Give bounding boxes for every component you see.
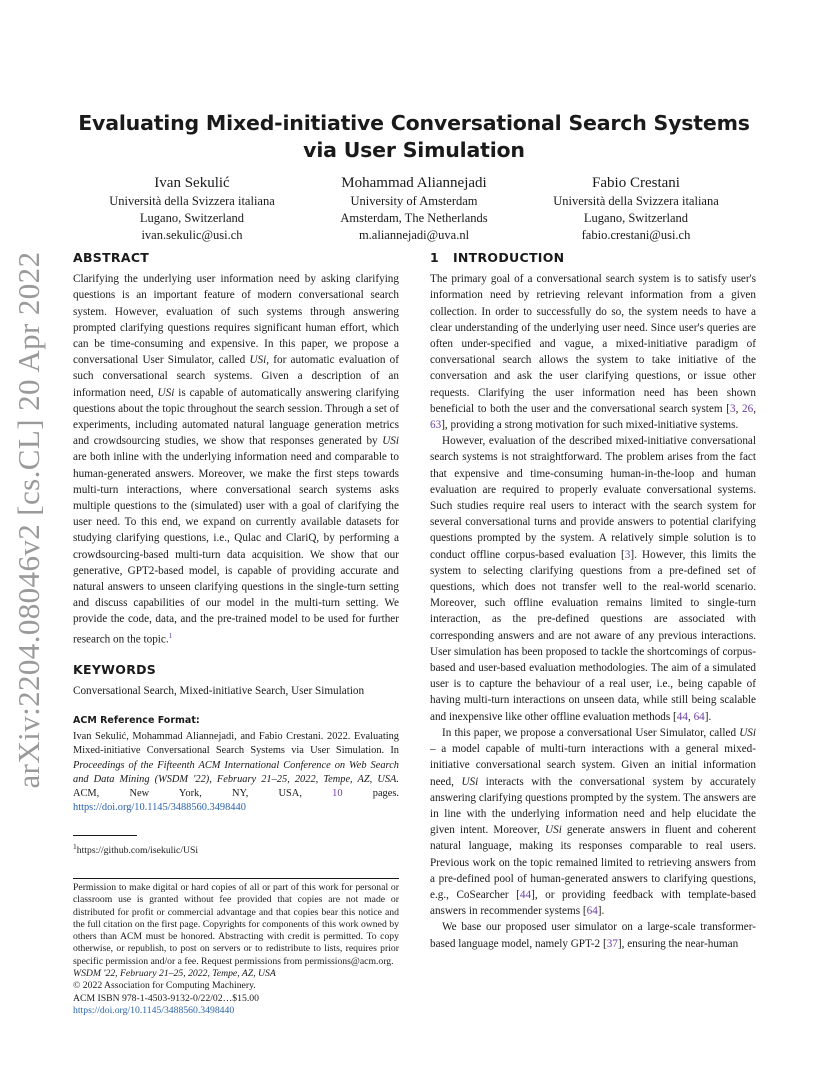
paper-title (60, 110, 768, 164)
intro-paragraph-1: The primary goal of a conversational search system is to satisfy user's information need by retrieving relevant information from a given collection. In order to successfully do so, the system needs to have a clear understanding of the underlying user need. Since user's queries are often under-specified and vague, a mixed-initiative paradigm of conversational search allows the system to take initiative of the conversation and ask the user clarifying questions, or issue other requests. Clarifying the user information need has been shown beneficial to both the user and the conversational search system [3, 26, 63], providing a strong motivation for such mixed-initiative systems. (430, 273, 756, 432)
permission-text: Permission to make digital or hard copies of all or part of this work for personal or classroom use is granted without fee provided that copies are not made or distributed for profit or commercial advantage and that copies bear this notice and the full citation on the first page. Copyrights for components of this work owned by others than ACM must be honored. Abstracting with credit is permitted. To copy otherwise, or republish, to post on servers or to redistribute to lists, requires prior specific permission and/or a fee. Request permissions from permissions@acm.org. (73, 881, 399, 967)
doi-link[interactable]: https://doi.org/10.1145/3488560.3498440 (73, 802, 246, 814)
right-column (430, 250, 756, 952)
left-column (73, 250, 399, 1017)
title-line-1: Evaluating Mixed-initiative Conversational Search Systems (78, 111, 750, 135)
footnote-rule (73, 835, 137, 836)
author-block-1 (72, 174, 312, 244)
author-affiliation: University of Amsterdam (350, 194, 478, 208)
intro-paragraph-2: However, evaluation of the described mixed-initiative conversational search systems is not straightforward. The problem arises from the fact that expensive and time-consuming human-in-the-loop and human evaluation are required to properly evaluate conversational systems. Such studies require real users to interact with the search system for several conversational turns and provide answers to potential clarifying questions prompted by the system. A relatively simple solution is to conduct offline corpus-based evaluation [3]. However, this limits the system to selecting clarifying questions from a pre-defined set of questions, which does not transfer well to the real-world scenario. Moreover, such offline evaluation remains limited to single-turn interaction, as the pre-defined questions are associated with corresponding answers and are not aware of any previous interactions. User simulation has been proposed to tackle the shortcomings of corpus-based and user-based evaluation methodologies. The aim of a simulated user is to capture the behaviour of a real user, i.e., being capable of having multi-turn interactions on unseen data, while still being scalable and inexpensive like other offline evaluation methods [44, 64]. (430, 435, 756, 723)
abstract-text: Clarifying the underlying user information need by asking clarifying questions is an important feature of modern conversational search system. However, evaluation of such systems through answering prompted clarifying questions requires significant human effort, which can be time-consuming and expensive. In this paper, we propose a conversational User Simulator, called USi, for automatic evaluation of such conversational search systems. Given a description of an information need, USi is capable of automatically answering clarifying questions about the topic throughout the search session. Through a set of experiments, including automated natural language generation metrics and crowdsourcing studies, we show that responses generated by USi are both inline with the underlying information need and comparable to human-generated answers. Moreover, we make the first steps towards multi-turn interactions, where conversational search systems asks multiple questions to the (simulated) user with a goal of clarifying the user need. To this end, we expand on currently available datasets for studying clarifying questions, i.e., Qulac and ClariQ, by performing a crowdsourcing-based multi-turn data acquisition. We show that our generative, GPT2-based model, is capable of providing accurate and natural answers to unseen clarifying questions in the single-turn setting and discuss capabilities of our model in the multi-turn setting. We provide the code, data, and the pre-trained model to be used for further research on the topic.$^1$ (73, 273, 400, 646)
keywords-text: Conversational Search, Mixed-initiative Search, User Simulation (73, 684, 365, 697)
intro-paragraph-4: We base our proposed user simulator on a large-scale transformer-based language model, namely GPT-2 [37], ensuring the near-human (430, 921, 756, 950)
author-block-3 (516, 174, 756, 244)
permission-rule (73, 878, 399, 879)
acm-ref-heading: ACM Reference Format: (73, 715, 200, 727)
author-email[interactable]: ivan.sekulic@usi.ch (141, 228, 243, 242)
author-block-2 (294, 174, 534, 244)
permission-copyright: © 2022 Association for Computing Machinery. (73, 980, 256, 992)
footnote: $^1$https://github.com/isekulic/USi (73, 842, 199, 857)
author-location: Lugano, Switzerland (583, 211, 689, 225)
author-email[interactable]: m.aliannejadi@uva.nl (358, 228, 470, 242)
arxiv-stamp (8, 240, 50, 800)
author-affiliation: Università della Svizzera italiana (553, 194, 719, 208)
pages-link[interactable]: 10 (332, 788, 343, 800)
author-email[interactable]: fabio.crestani@usi.ch (581, 228, 691, 242)
author-name: Ivan Sekulić (154, 175, 230, 191)
abstract-heading: ABSTRACT (73, 250, 150, 265)
author-location: Amsterdam, The Netherlands (340, 211, 488, 225)
intro-paragraph-3: In this paper, we propose a conversational User Simulator, called USi – a model capable of multi-turn interactions with a general mixed-initiative conversational search system. Given an initial information need, USi interacts with the conversational system by accurately answering clarifying questions prompted by the system. The answers are in line with the underlying information need and help elucidate the given intent. Moreover, USi generate answers in fluent and coherent natural language, making its responses comparable to real users. Previous work on the topic remained limited to retrieving answers from a pre-defined pool of human-generated answers to clarifying questions, e.g., CoSearcher [44], or providing feedback with template-based answers in recommender systems [64]. (430, 726, 757, 918)
title-line-2: via User Simulation (303, 138, 525, 162)
permission-venue: WSDM '22, February 21–25, 2022, Tempe, AZ, USA (73, 968, 276, 980)
acm-ref-text: Ivan Sekulić, Mohammad Aliannejadi, and Fabio Crestani. 2022. Evaluating Mixed-initiative Conversational Search Systems via User Simulation. In Proceedings of the Fifteenth ACM International Conference on Web Search and Data Mining (WSDM '22), February 21–25, 2022, Tempe, AZ, USA. ACM, New York, NY, USA, 10 pages. https://doi.org/10.1145/3488560.3498440 (73, 731, 399, 814)
permission-isbn: ACM ISBN 978-1-4503-9132-0/22/02…$15.00 (73, 992, 259, 1004)
author-name: Fabio Crestani (592, 175, 680, 191)
footnote-marker[interactable]: 1 (168, 630, 173, 640)
keywords-heading: KEYWORDS (73, 661, 157, 677)
author-name: Mohammad Aliannejadi (341, 175, 487, 191)
author-affiliation: Università della Svizzera italiana (109, 194, 275, 208)
author-location: Lugano, Switzerland (139, 211, 245, 225)
intro-heading: 1 INTRODUCTION (430, 250, 565, 265)
permission-doi[interactable]: https://doi.org/10.1145/3488560.3498440 (73, 1004, 235, 1016)
arxiv-stamp-text: arXiv:2204.08046v2 [cs.CL] 20 Apr 2022 (11, 251, 46, 789)
